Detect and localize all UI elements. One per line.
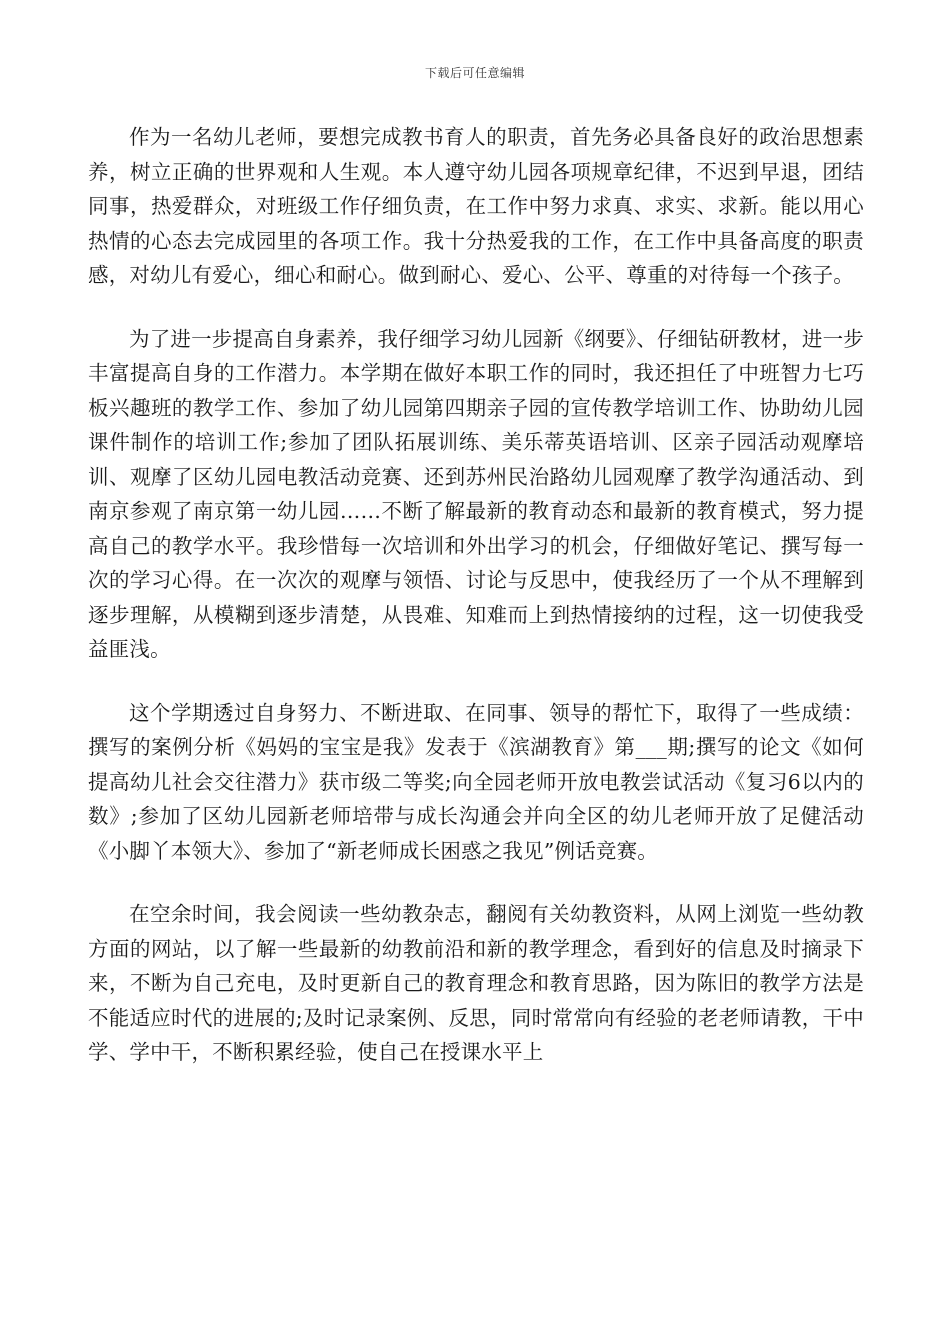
paragraph-3: 这个学期透过自身努力、不断进取、在同事、领导的帮忙下，取得了一些成绩：撰写的案例分析《妈妈的宝宝是我》发表于《滨湖教育》第___期;撰写的论文《如何提高幼儿社会交往潜力》获市级二等奖;向全园老师开放电教尝试活动《复习6以内的数》;参加了区幼儿园新老师培带与成长沟通会并向全区的幼儿老师开放了足健活动《小脚丫本领大》、参加了“新老师成长困惑之我见”例话竞赛。 [88,700,864,863]
document-body [88,120,864,1099]
paragraph-4: 在空余时间，我会阅读一些幼教杂志，翻阅有关幼教资料，从网上浏览一些幼教方面的网站，以了解一些最新的幼教前沿和新的教学理念，看到好的信息及时摘录下来，不断为自己充电，及时更新自己的教育理念和教育思路，因为陈旧的教学方法是不能适应时代的进展的;及时记录案例、反思，同时常常向有经验的老老师请教，干中学、学中干，不断积累经验，使自己在授课水平上 [88,902,864,1064]
paragraph-1: 作为一名幼儿老师，要想完成教书育人的职责，首先务必具备良好的政治思想素养，树立正确的世界观和人生观。本人遵守幼儿园各项规章纪律，不迟到早退，团结同事，热爱群众，对班级工作仔细负责，在工作中努力求真、求实、求新。能以用心热情的心态去完成园里的各项工作。我十分热爱我的工作，在工作中具备高度的职责感，对幼儿有爱心，细心和耐心。做到耐心、爱心、公平、尊重的对待每一个孩子。 [88,125,864,287]
page-header: 下载后可任意编辑 [424,66,525,80]
paragraph-2: 为了进一步提高自身素养，我仔细学习幼儿园新《纲要》、仔细钻研教材，进一步丰富提高自身的工作潜力。本学期在做好本职工作的同时，我还担任了中班智力七巧板兴趣班的教学工作、参加了幼儿园第四期亲子园的宣传教学培训工作、协助幼儿园课件制作的培训工作;参加了团队拓展训练、美乐蒂英语培训、区亲子园活动观摩培训、观摩了区幼儿园电教活动竞赛、还到苏州民治路幼儿园观摩了教学沟通活动、到南京参观了南京第一幼儿园……不断了解最新的教育动态和最新的教育模式，努力提高自己的教学水平。我珍惜每一次培训和外出学习的机会，仔细做好笔记、撰写每一次的学习心得。在一次次的观摩与领悟、讨论与反思中，使我经历了一个从不理解到逐步理解，从模糊到逐步清楚，从畏难、知难而上到热情接纳的过程，这一切使我受益匪浅。 [88,326,864,661]
